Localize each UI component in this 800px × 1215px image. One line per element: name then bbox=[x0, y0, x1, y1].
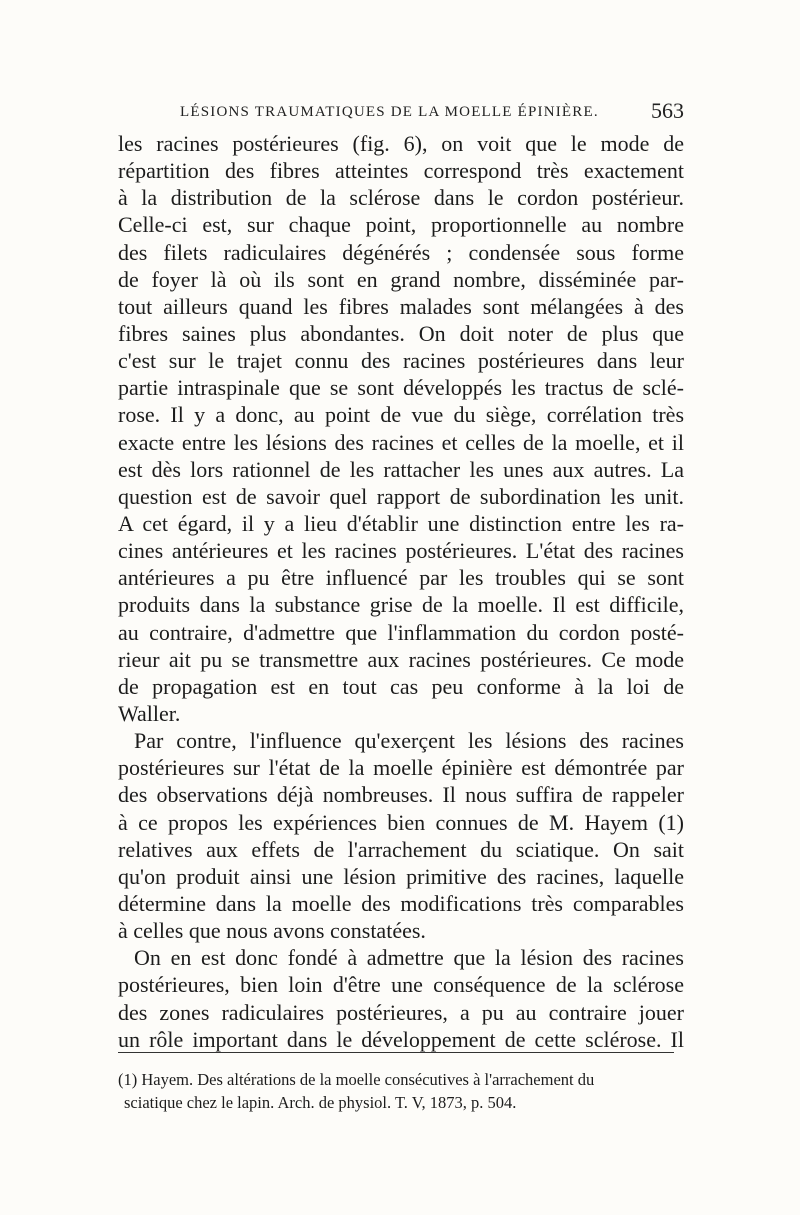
text-line: postérieures sur l'état de la moelle épinière est démontrée par bbox=[118, 755, 684, 781]
text-line: fibres saines plus abondantes. On doit noter de plus que bbox=[118, 320, 684, 346]
text-line: de foyer là où ils sont en grand nombre, disséminée par- bbox=[118, 266, 684, 292]
text-line: des observations déjà nombreuses. Il nous suffira de rappeler bbox=[118, 782, 684, 808]
page-number: 563 bbox=[651, 98, 684, 123]
text-line: à la distribution de la sclérose dans le cordon postérieur. bbox=[118, 185, 684, 211]
footnote-rule bbox=[118, 1052, 674, 1053]
text-line: qu'on produit ainsi une lésion primitive des racines, laquelle bbox=[118, 863, 684, 889]
running-title: LÉSIONS TRAUMATIQUES DE LA MOELLE ÉPINIÈRE. bbox=[180, 104, 599, 120]
text-line: est dès lors rationnel de les rattacher les unes aux autres. La bbox=[118, 456, 684, 482]
text-line: exacte entre les lésions des racines et celles de la moelle, et il bbox=[118, 429, 684, 455]
text-line: à celles que nous avons constatées. bbox=[118, 918, 426, 944]
body-text bbox=[118, 130, 684, 1053]
text-line: Par contre, l'influence qu'exerçent les lésions des racines bbox=[134, 728, 684, 754]
footnote-line: (1) Hayem. Des altérations de la moelle consécutives à l'arrachement du bbox=[118, 1070, 595, 1089]
text-line: partie intraspinale que se sont développés les tractus de sclé- bbox=[118, 375, 684, 401]
text-line: rose. Il y a donc, au point de vue du siège, corrélation très bbox=[118, 402, 684, 428]
text-line: détermine dans la moelle des modifications très comparables bbox=[118, 890, 684, 916]
text-line: A cet égard, il y a lieu d'établir une distinction entre les ra- bbox=[118, 510, 684, 536]
text-line: au contraire, d'admettre que l'inflammation du cordon posté- bbox=[118, 619, 684, 645]
text-line: à ce propos les expériences bien connues de M. Hayem (1) bbox=[118, 809, 684, 835]
text-line: répartition des fibres atteintes correspond très exactement bbox=[118, 158, 684, 184]
footnote-line: sciatique chez le lapin. Arch. de physiol. T. V, 1873, p. 504. bbox=[124, 1093, 517, 1112]
text-line: cines antérieures et les racines postérieures. L'état des racines bbox=[118, 538, 684, 564]
text-line: question est de savoir quel rapport de subordination les unit. bbox=[118, 483, 684, 509]
text-line: tout ailleurs quand les fibres malades sont mélangées à des bbox=[118, 293, 684, 319]
text-line: antérieures a pu être influencé par les troubles qui se sont bbox=[118, 565, 684, 591]
footnote bbox=[118, 1068, 684, 1114]
text-line: un rôle important dans le développement de cette sclérose. Il bbox=[118, 1026, 684, 1052]
text-line: Celle-ci est, sur chaque point, proportionnelle au nombre bbox=[118, 212, 684, 238]
text-line: les racines postérieures (fig. 6), on voit que le mode de bbox=[118, 131, 684, 156]
text-line: produits dans la substance grise de la moelle. Il est difficile, bbox=[118, 592, 684, 618]
text-line: On en est donc fondé à admettre que la lésion des racines bbox=[134, 945, 684, 971]
text-line: postérieures, bien loin d'être une conséquence de la sclérose bbox=[118, 972, 684, 998]
text-line: relatives aux effets de l'arrachement du sciatique. On sait bbox=[118, 836, 684, 862]
text-line: des filets radiculaires dégénérés ; condensée sous forme bbox=[118, 239, 684, 265]
text-line: c'est sur le trajet connu des racines postérieures dans leur bbox=[118, 348, 684, 374]
text-line: Waller. bbox=[118, 700, 181, 726]
text-line: rieur ait pu se transmettre aux racines postérieures. Ce mode bbox=[118, 646, 684, 672]
text-line: de propagation est en tout cas peu conforme à la loi de bbox=[118, 673, 684, 699]
text-line: des zones radiculaires postérieures, a pu au contraire jouer bbox=[118, 999, 684, 1025]
running-head bbox=[118, 98, 684, 128]
